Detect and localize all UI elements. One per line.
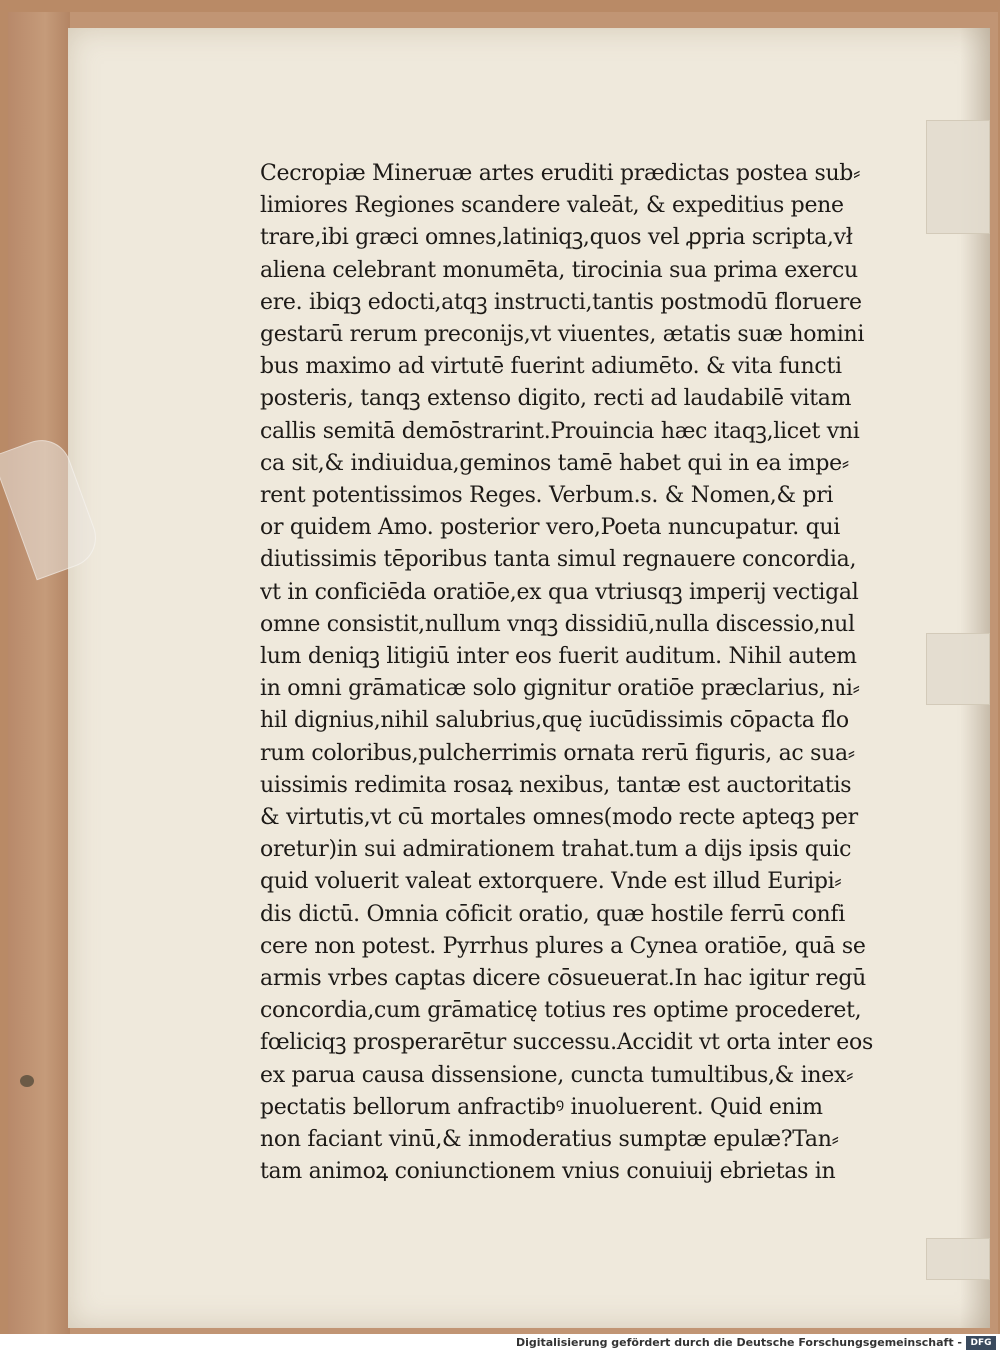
text-line: armis vrbes captas dicere cōsueuerat.In hac igitur regū	[260, 966, 867, 992]
text-line: or quidem Amo. posterior vero,Poeta nuncupatur. qui	[260, 515, 840, 541]
text-line: uissimis redimita rosaꝝ nexibus, tantæ est auctoritatis	[260, 772, 852, 798]
text-line: lum deniqꝫ litigiū inter eos fuerit auditum. Nihil autem	[260, 644, 857, 670]
footer-bar	[0, 1334, 1000, 1354]
text-line: cere non potest. Pyrrhus plures a Cynea oratiōe, quā se	[260, 933, 866, 959]
text-line: bus maximo ad virtutē fuerint adiumēto. & vita functi	[260, 354, 842, 380]
text-line: rum coloribus,pulcherrimis ornata rerū figuris, ac sua⸗	[260, 740, 855, 766]
ink-stain	[20, 1075, 34, 1087]
text-line: trare,ibi græci omnes,latiniqꝫ,quos vel ꝓpria scripta,vł	[260, 225, 853, 251]
text-line: hil dignius,nihil salubrius,quę iucūdissimis cōpacta flo	[260, 708, 849, 734]
text-line: tam animoꝝ coniunctionem vnius conuiuij ebrietas in	[260, 1159, 836, 1185]
body-text	[260, 158, 920, 1189]
text-line: vt in conficiēda oratiōe,ex qua vtriusqꝫ imperij vectigal	[260, 579, 859, 605]
text-line: rent potentissimos Reges. Verbum.s. & Nomen,& pri	[260, 483, 834, 509]
tape-strip	[926, 120, 990, 234]
text-line: concordia,cum grāmaticę totius res optime procederet,	[260, 998, 862, 1024]
text-line: pectatis bellorum anfractibꝰ inuoluerent. Quid enim	[260, 1094, 823, 1120]
text-line: fœliciqꝫ prosperarētur successu.Accidit vt orta inter eos	[260, 1030, 873, 1056]
board-edge	[8, 12, 70, 1334]
text-line: non faciant vinū,& inmoderatius sumptæ epulæ?Tan⸗	[260, 1127, 839, 1153]
text-line: ere. ibiqꝫ edocti,atqꝫ instructi,tantis postmodū floruere	[260, 289, 862, 315]
text-line: limiores Regiones scandere valeāt, & expeditius pene	[260, 193, 844, 219]
text-line: & virtutis,vt cū mortales omnes(modo recte apteqꝫ per	[260, 805, 858, 831]
funding-credit: Digitalisierung gefördert durch die Deutsche Forschungsgemeinschaft -	[515, 1336, 962, 1349]
text-line: ex parua causa dissensione, cuncta tumultibus,& inex⸗	[260, 1062, 854, 1088]
tape-strip	[926, 1238, 990, 1280]
tape-strip	[926, 633, 990, 705]
text-line: callis semitā demōstrarint.Prouincia hæc itaqꝫ,licet vni	[260, 418, 860, 444]
book-page	[68, 28, 990, 1328]
text-line: dis dictū. Omnia cōficit oratio, quæ hostile ferrū confi	[260, 901, 845, 927]
text-line: diutissimis tēporibus tanta simul regnauere concordia,	[260, 547, 857, 573]
text-line: quid voluerit valeat extorquere. Vnde est illud Euripi⸗	[260, 869, 842, 895]
text-line: in omni grāmaticæ solo gignitur oratiōe præclarius, ni⸗	[260, 676, 860, 702]
dfg-logo: DFG	[966, 1336, 996, 1350]
text-line: gestarū rerum preconijs,vt viuentes, ætatis suæ homini	[260, 322, 865, 348]
text-line: Cecropiæ Mineruæ artes eruditi prædictas postea sub⸗	[260, 161, 861, 186]
text-line: oretur)in sui admirationem trahat.tum a dijs ipsis quic	[260, 837, 852, 863]
text-line: ca sit,& indiuidua,geminos tamē habet qui in ea impe⸗	[260, 450, 849, 476]
text-line: omne consistit,nullum vnqꝫ dissidiū,nulla discessio,nul	[260, 611, 855, 637]
text-line: aliena celebrant monumēta, tirocinia sua prima exercu	[260, 257, 858, 283]
text-line: posteris, tanqꝫ extenso digito, recti ad laudabilē vitam	[260, 386, 852, 412]
